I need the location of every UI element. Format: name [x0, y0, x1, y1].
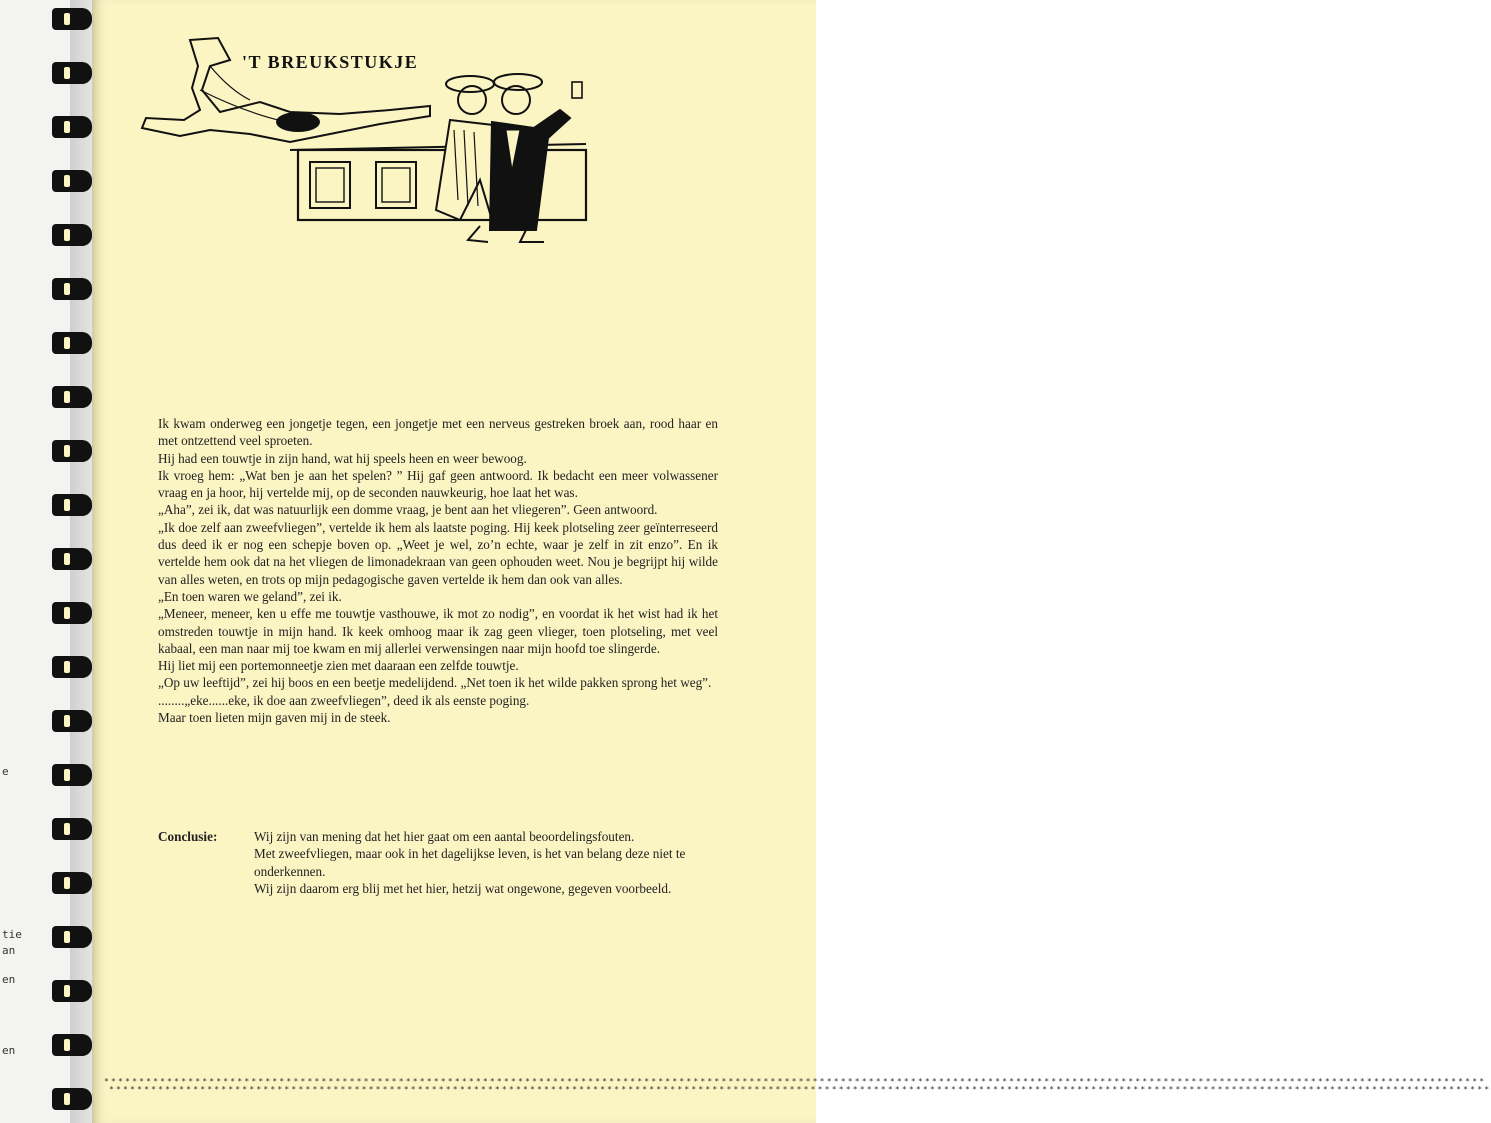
conclusion-label: Conclusie: — [158, 829, 218, 844]
binding-ring — [52, 764, 92, 786]
page-fragment: en — [2, 1044, 16, 1057]
binding-ring — [52, 872, 92, 894]
binding-ring — [52, 278, 92, 300]
star-row: ***************************************************************************************************************************************************************************************************** — [109, 1085, 1491, 1094]
conclusion-line: Wij zijn daarom erg blij met het hier, hetzij wat ongewone, gegeven voorbeeld. — [254, 880, 672, 896]
two-men-drawing — [436, 74, 582, 242]
page-fragment: tie — [2, 928, 22, 941]
star-row: ***************************************************************************************************************************************************************************************************** — [104, 1077, 1487, 1086]
story-text — [158, 415, 718, 726]
footer-star-border — [104, 1077, 1491, 1094]
paragraph: „Ik doe zelf aan zweefvliegen”, vertelde ik hem als laatste poging. Hij keek plotseling zeer geïnterreseerd dus deed ik er nog een schepje boven op. „Weet je wel, zo’n echte, waar je zelf in zit enzo”. En ik vertelde hem ook dat na het vliegen de limonadekraan van geen ophouden weet. Nou je begrijpt hij wilde van alles weten, en trots op mijn pedagogische gaven vertelde ik hem dan ook van alles. — [158, 519, 718, 587]
paragraph: „Meneer, meneer, ken u effe me touwtje vasthouwe, ik mot zo nodig”, en voordat ik het wist had ik het omstreden touwtje in mijn hand. Ik keek omhoog maar ik zag geen vlieger, toen plotseling, met veel kabaal, een man naar mij toe kwam en mij allerlei verwensingen naar mijn hoofd toe slingerde. — [158, 606, 718, 656]
paragraph: „En toen waren we geland”, zei ik. — [158, 588, 342, 604]
binding-ring — [52, 548, 92, 570]
binding-ring — [52, 332, 92, 354]
page-fragment: en — [2, 973, 16, 986]
page-fragment: an — [2, 944, 16, 957]
binding-ring — [52, 494, 92, 516]
binding-ring — [52, 440, 92, 462]
small-figure — [276, 112, 320, 132]
binding-ring — [52, 116, 92, 138]
paragraph: ........„eke......eke, ik doe aan zweefvliegen”, deed ik als eenste poging. — [158, 692, 530, 708]
header-cartoon — [140, 30, 600, 250]
cartoon-title: 'T BREUKSTUKJE — [242, 52, 419, 72]
binding-ring — [52, 980, 92, 1002]
paragraph: „Op uw leeftijd”, zei hij boos en een beetje medelijdend. „Net toen ik het wilde pakken sprong het weg”. — [158, 675, 712, 691]
paragraph: „Aha”, zei ik, dat was natuurlijk een domme vraag, je bent aan het vliegeren”. Geen antwoord. — [158, 502, 658, 518]
paragraph: Hij liet mij een portemonneetje zien met daaraan een zelfde touwtje. — [158, 658, 519, 674]
binding-ring — [52, 602, 92, 624]
binding-ring — [52, 710, 92, 732]
paragraph: Maar toen lieten mijn gaven mij in de steek. — [158, 710, 391, 726]
conclusion-line: Met zweefvliegen, maar ook in het dagelijkse leven, is het van belang deze niet te onderkennen. — [254, 846, 686, 879]
binding-ring — [52, 926, 92, 948]
binding-ring — [52, 170, 92, 192]
paragraph: Ik kwam onderweg een jongetje tegen, een jongetje met een nerveus gestreken broek aan, rood haar en met ontzettend veel sproeten. — [158, 416, 718, 449]
binding-ring — [52, 8, 92, 30]
conclusion-line: Wij zijn van mening dat het hier gaat om een aantal beoordelingsfouten. — [254, 829, 635, 844]
binding-ring — [52, 818, 92, 840]
conclusion-body — [254, 828, 718, 897]
page-fragment: e — [2, 765, 9, 778]
binding-ring — [52, 656, 92, 678]
conclusion-section — [158, 828, 718, 897]
binding-ring — [52, 386, 92, 408]
binding-ring — [52, 62, 92, 84]
paragraph: Hij had een touwtje in zijn hand, wat hij speels heen en weer bewoog. — [158, 450, 527, 466]
binding-ring — [52, 1088, 92, 1110]
binding-ring — [52, 224, 92, 246]
paragraph: Ik vroeg hem: „Wat ben je aan het spelen? ” Hij gaf geen antwoord. Ik bedacht een meer volwassener vraag en ja hoor, hij vertelde mij, op de seconden nauwkeurig, hoe laat het was. — [158, 467, 718, 501]
binding-ring — [52, 1034, 92, 1056]
glass-icon — [572, 82, 582, 98]
